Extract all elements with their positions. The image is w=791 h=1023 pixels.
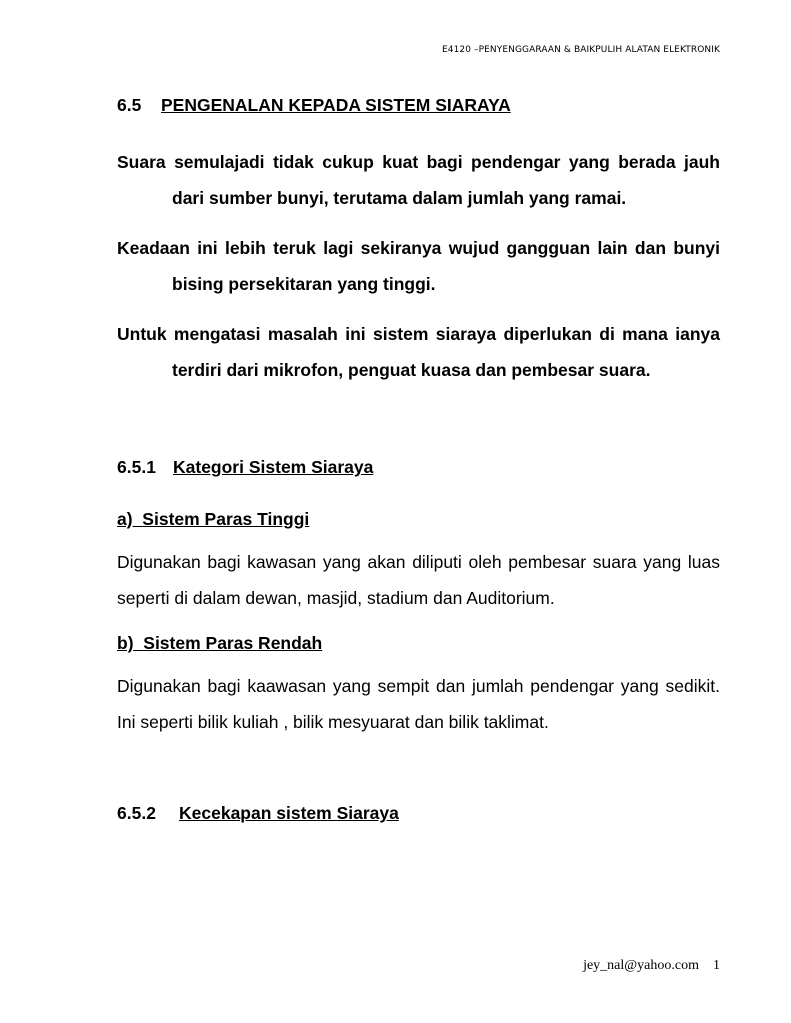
subsection-heading-kecekapan xyxy=(117,800,720,826)
category-heading-a xyxy=(117,506,720,532)
page-number: 1 xyxy=(713,958,720,973)
section-number: 6.5 xyxy=(117,95,142,115)
intro-paragraph-3: Untuk mengatasi masalah ini sistem siaraya diperlukan di mana ianya terdiri dari mikrofon, penguat kuasa dan pembesar suara. xyxy=(117,324,720,380)
running-header: E4120 –PENYENGGARAAN & BAIKPULIH ALATAN ELEKTRONIK xyxy=(441,45,720,55)
subsection-number: 6.5.1 xyxy=(117,457,156,477)
footer-email: jey_nal@yahoo.com xyxy=(583,958,699,973)
category-label-b: b) xyxy=(117,633,134,653)
category-text-b: Digunakan bagi kaawasan yang sempit dan jumlah pendengar yang sedikit. Ini seperti bilik kuliah , bilik mesyuarat dan bilik taklimat. xyxy=(117,676,720,732)
intro-paragraph-2: Keadaan ini lebih teruk lagi sekiranya wujud gangguan lain dan bunyi bising persekitaran yang tinggi. xyxy=(117,238,720,294)
subsection-number-2: 6.5.2 xyxy=(117,803,156,823)
section-heading xyxy=(117,92,720,118)
category-title-a: Sistem Paras Tinggi xyxy=(142,509,310,529)
category-title-b: Sistem Paras Rendah xyxy=(143,633,323,653)
category-text-a: Digunakan bagi kawasan yang akan diliputi oleh pembesar suara yang luas seperti di dalam dewan, masjid, stadium dan Auditorium. xyxy=(117,552,720,608)
subsection-title: Kategori Sistem Siaraya xyxy=(173,457,374,477)
category-label-a: a) xyxy=(117,509,133,529)
subsection-heading-kategori xyxy=(117,454,720,480)
intro-paragraph-1: Suara semulajadi tidak cukup kuat bagi pendengar yang berada jauh dari sumber bunyi, terutama dalam jumlah yang ramai. xyxy=(117,152,720,208)
page-content xyxy=(117,92,720,826)
subsection-title-2: Kecekapan sistem Siaraya xyxy=(179,803,399,823)
category-heading-b xyxy=(117,630,720,656)
section-title: PENGENALAN KEPADA SISTEM SIARAYA xyxy=(161,95,511,115)
page-footer xyxy=(583,958,720,974)
